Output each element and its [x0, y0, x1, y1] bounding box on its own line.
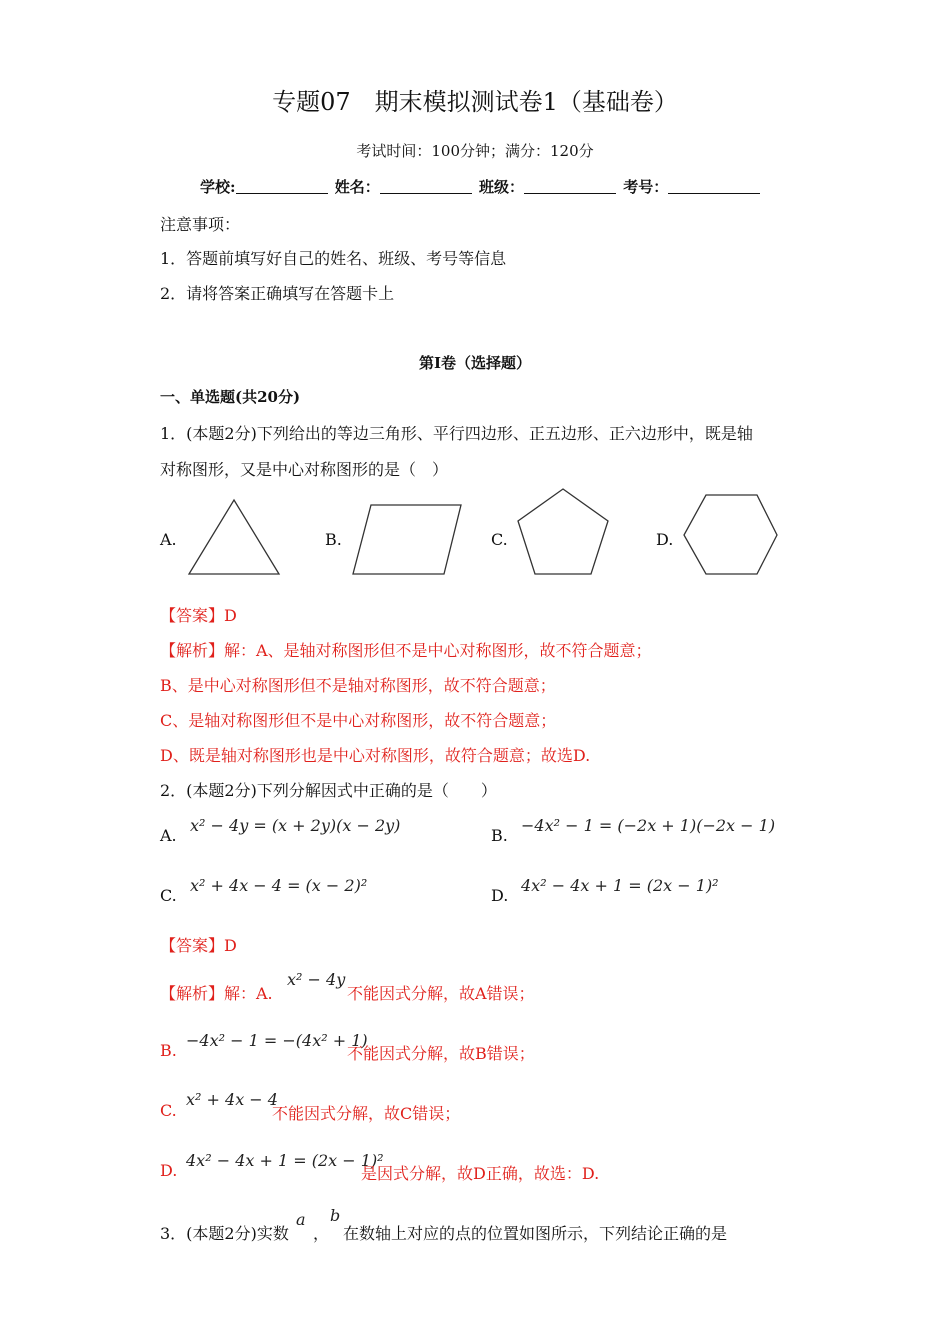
- q2-analysis-d-expr: 4x² − 4x + 1 = (2x − 1)²: [186, 1151, 384, 1170]
- notice-item: 1．答题前填写好自己的姓名、班级、考号等信息: [160, 249, 507, 268]
- q2-option-c-expr: x² + 4x − 4 = (x − 2)²: [190, 876, 368, 895]
- q1-analysis-line: B、是中心对称图形但不是轴对称图形，故不符合题意；: [160, 676, 556, 695]
- answer-value: D: [224, 606, 237, 625]
- notice-item: 2．请将答案正确填写在答题卡上: [160, 284, 395, 303]
- q3-text-suffix: 在数轴上对应的点的位置如图所示，下列结论正确的是: [343, 1224, 728, 1243]
- q3-var-a: a: [296, 1210, 306, 1229]
- q2-analysis-c-suffix: 不能因式分解，故C错误；: [272, 1104, 461, 1123]
- q2-option-d-expr: 4x² − 4x + 1 = (2x − 1)²: [521, 876, 719, 895]
- class-field-label: 班级：: [479, 178, 525, 196]
- q2-analysis-a-suffix: 不能因式分解，故A错误；: [347, 984, 535, 1003]
- q1-option-c-label[interactable]: C.: [491, 530, 508, 549]
- q2-text: 2．(本题2分)下列分解因式中正确的是（ ）: [160, 781, 497, 800]
- volume-title: 第I卷（选择题）: [418, 354, 532, 372]
- q2-option-b-expr: −4x² − 1 = (−2x + 1)(−2x − 1): [521, 816, 776, 835]
- part-title: 一、单选题(共20分): [160, 388, 301, 406]
- q1-answer: [160, 603, 237, 626]
- q2-analysis-c-prefix: C.: [160, 1101, 177, 1120]
- q2-analysis-b-suffix: 不能因式分解，故B错误；: [347, 1044, 535, 1063]
- q1-analysis-line: D、既是轴对称图形也是中心对称图形，故符合题意；故选D.: [160, 746, 591, 765]
- answer-label: 【答案】: [160, 936, 225, 955]
- q1-analysis-line: C、是轴对称图形但不是中心对称图形，故不符合题意；: [160, 711, 557, 730]
- q2-answer: [160, 933, 237, 956]
- q2-option-b-label[interactable]: B.: [491, 826, 508, 845]
- q2-analysis-c-expr: x² + 4x − 4: [186, 1090, 278, 1109]
- notice-heading: 注意事项：: [160, 215, 241, 234]
- q2-analysis-d-prefix: D.: [160, 1161, 178, 1180]
- q3-separator: ，: [313, 1224, 330, 1243]
- q2-option-c-label[interactable]: C.: [160, 886, 177, 905]
- q1-option-b-label[interactable]: B.: [325, 530, 342, 549]
- hexagon-icon: [684, 495, 777, 574]
- q2-analysis-b-prefix: B.: [160, 1041, 177, 1060]
- q2-option-a-label[interactable]: A.: [160, 826, 177, 845]
- q1-option-a-label[interactable]: A.: [160, 530, 177, 549]
- q2-option-a-expr: x² − 4y = (x + 2y)(x − 2y): [190, 816, 401, 835]
- q2-analysis-a-prefix: 【解析】解：A.: [160, 984, 273, 1003]
- triangle-icon: [189, 500, 279, 574]
- q1-text-line2: 对称图形，又是中心对称图形的是（ ）: [160, 460, 449, 479]
- q1-option-d-label[interactable]: D.: [656, 530, 674, 549]
- exam-info: 考试时间：100分钟；满分：120分: [356, 142, 594, 160]
- q1-shapes: [0, 0, 950, 600]
- page-title: 专题07 期末模拟测试卷1（基础卷）: [272, 88, 678, 116]
- school-field-label: 学校:: [200, 178, 236, 196]
- name-field-label: 姓名：: [334, 178, 380, 196]
- answer-label: 【答案】: [160, 606, 225, 625]
- q2-analysis-b-expr: −4x² − 1 = −(4x² + 1): [186, 1031, 368, 1050]
- answer-value: D: [224, 936, 237, 955]
- q3-text-prefix: 3．(本题2分)实数: [160, 1224, 289, 1243]
- q2-option-d-label[interactable]: D.: [491, 886, 509, 905]
- q1-text-line1: 1．(本题2分)下列给出的等边三角形、平行四边形、正五边形、正六边形中，既是轴: [160, 424, 753, 443]
- q2-analysis-d-suffix: 是因式分解，故D正确，故选：D.: [361, 1164, 600, 1183]
- pentagon-icon: [518, 489, 608, 574]
- q2-analysis-a-expr: x² − 4y: [287, 970, 346, 989]
- exam-number-field-label: 考号：: [623, 178, 669, 196]
- q1-analysis-line: 【解析】解：A、是轴对称图形但不是中心对称图形，故不符合题意；: [160, 641, 652, 660]
- q3-var-b: b: [330, 1206, 341, 1225]
- parallelogram-icon: [353, 505, 461, 574]
